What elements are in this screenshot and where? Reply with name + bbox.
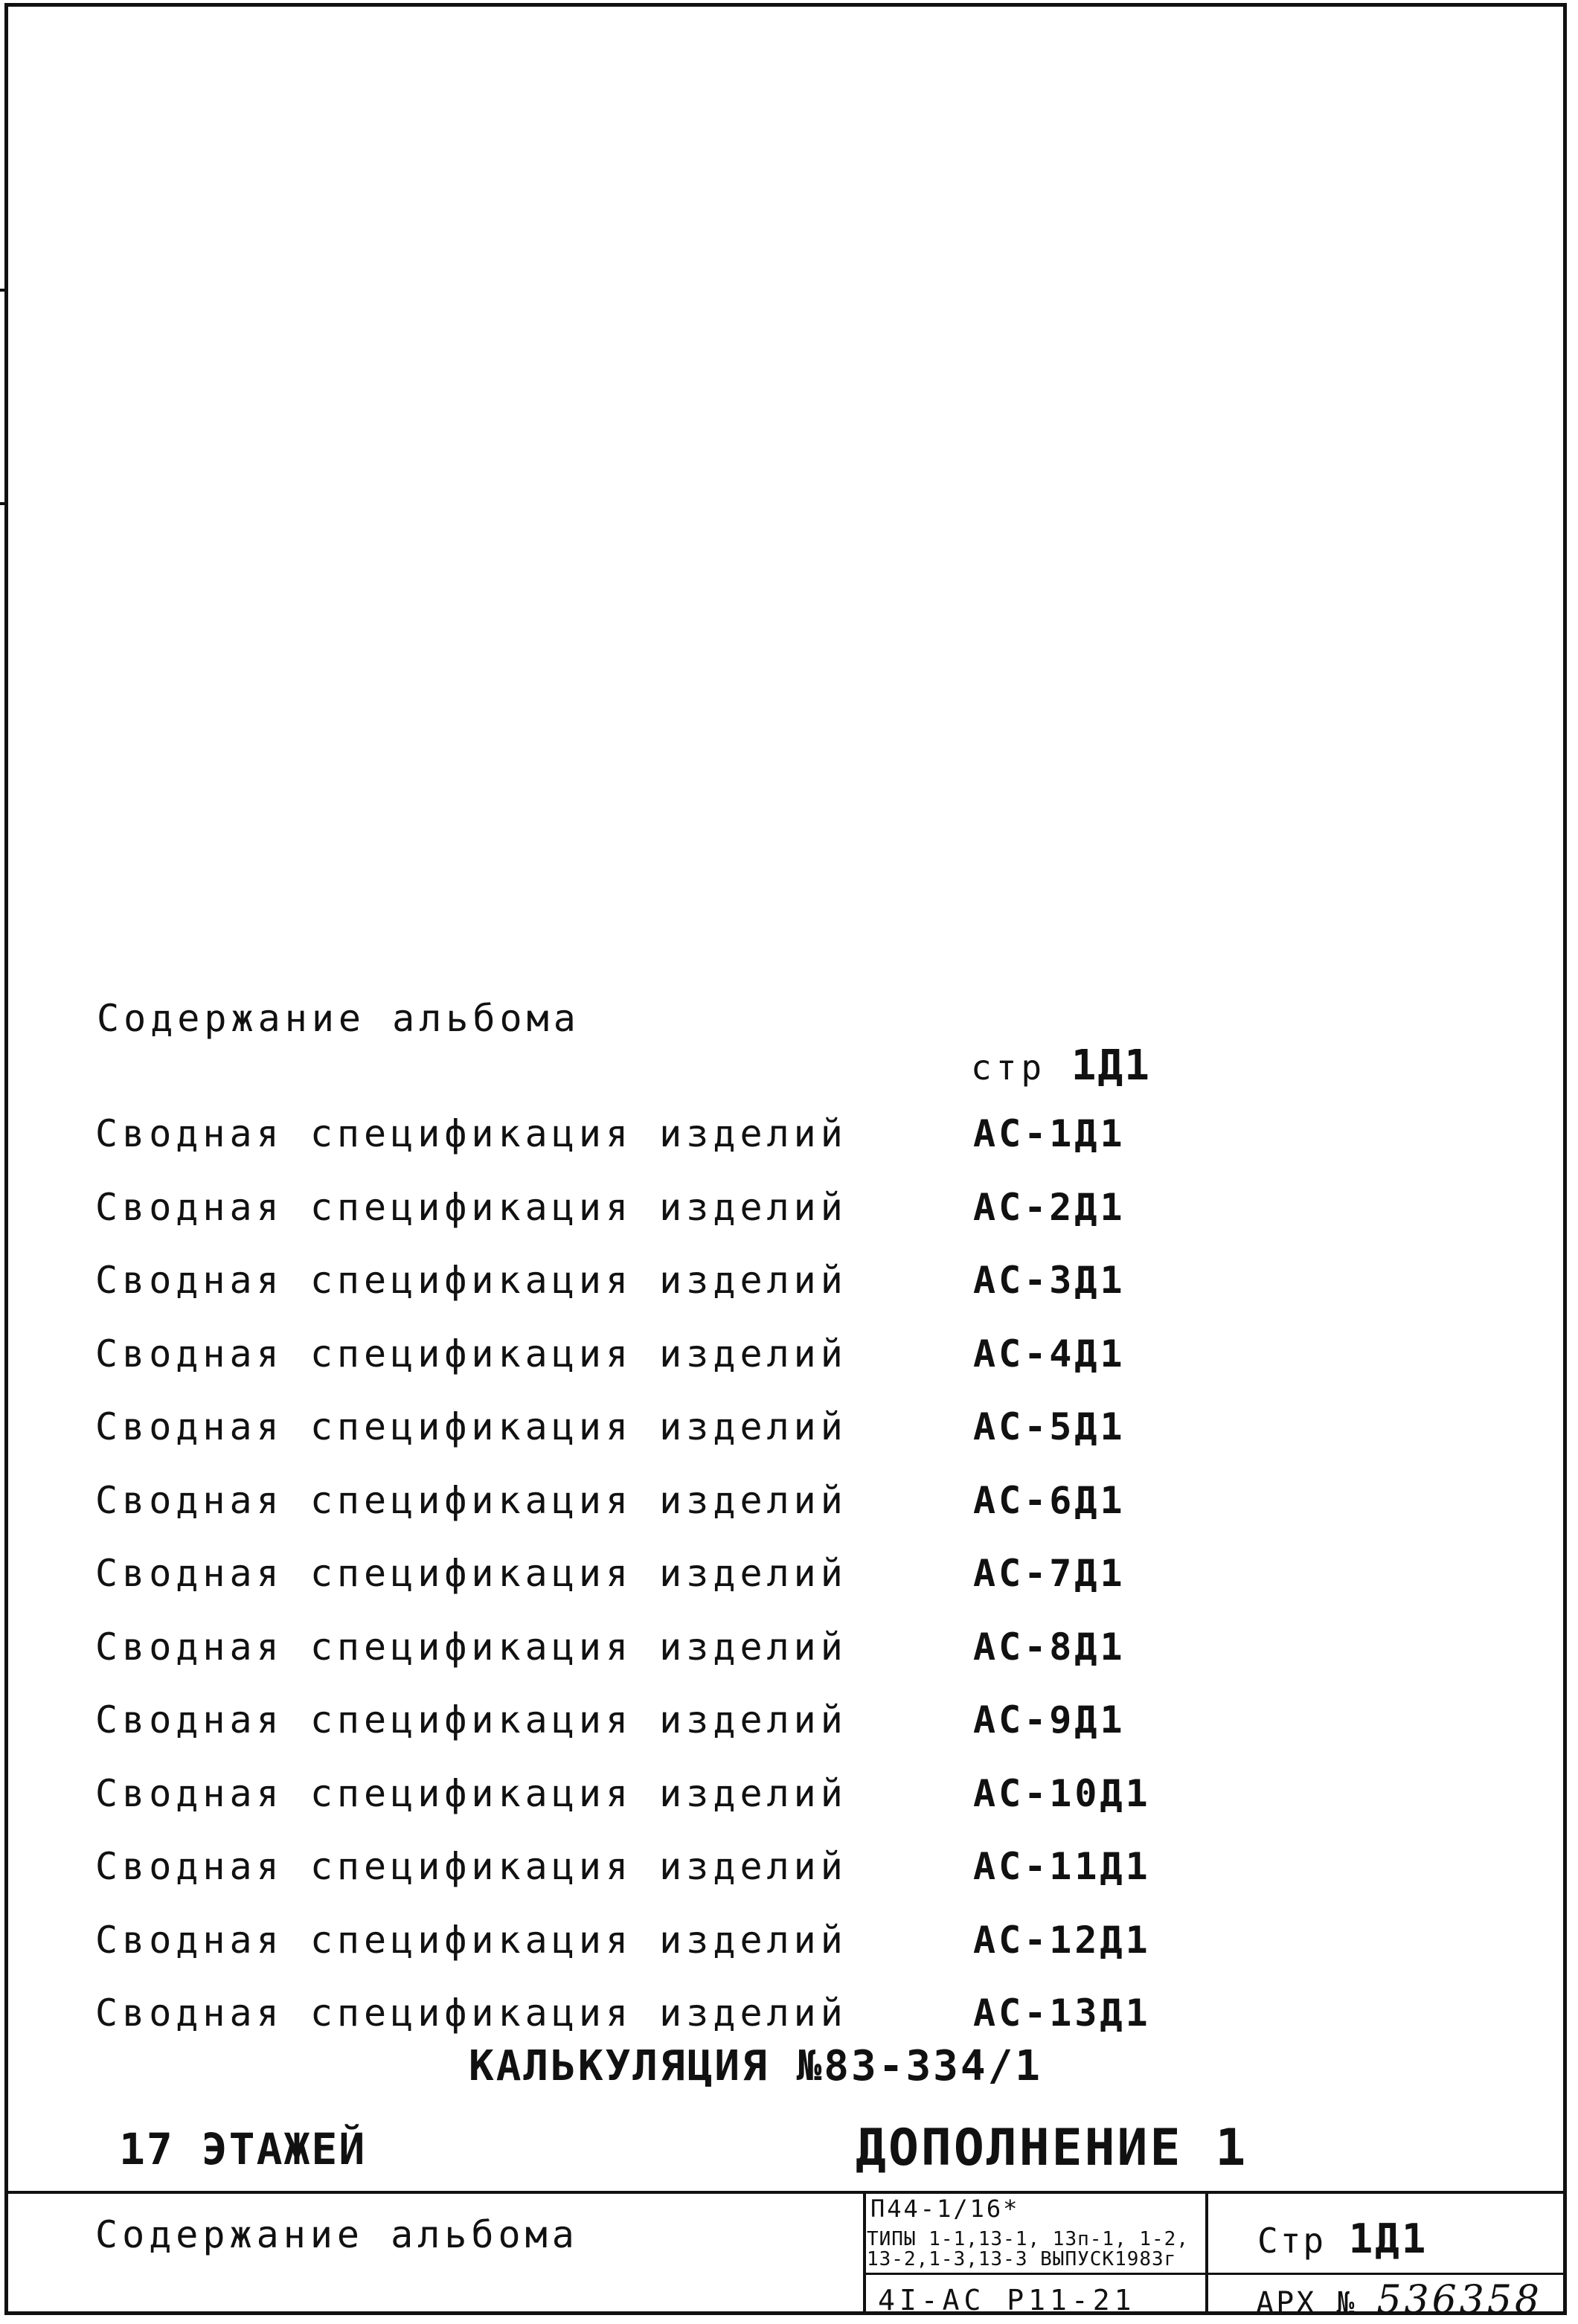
- contents-entry-code: АС-5Д1: [973, 1405, 1126, 1448]
- contents-entry-title: Сводная спецификация изделий: [95, 1772, 847, 1815]
- addendum-label: ДОПОЛНЕНИЕ 1: [856, 2119, 1248, 2177]
- page-label: стр: [971, 1047, 1047, 1088]
- contents-entry-code: АС-13Д1: [973, 1991, 1151, 2035]
- contents-entry-title: Сводная спецификация изделий: [95, 1186, 847, 1229]
- contents-entry-title: Сводная спецификация изделий: [95, 1479, 847, 1522]
- title-block-page-label: Стр: [1257, 2221, 1327, 2261]
- title-block-page-value: 1Д1: [1348, 2215, 1428, 2262]
- title-block-archive-label: АРХ №: [1256, 2286, 1357, 2320]
- contents-entry-code: АС-2Д1: [973, 1186, 1126, 1229]
- drawing-frame: [4, 3, 1567, 2315]
- title-block-divider: [863, 2191, 866, 2315]
- title-block-types-line2: 13-2,1-3,13-3 ВЫПУСК1983г: [867, 2248, 1177, 2270]
- contents-entry-code: АС-4Д1: [973, 1332, 1126, 1376]
- page-column-header: [971, 1041, 1151, 1090]
- contents-entry-title: Сводная спецификация изделий: [95, 1552, 847, 1595]
- contents-entry-title: Сводная спецификация изделий: [95, 1845, 847, 1888]
- contents-entry-code: АС-11Д1: [973, 1845, 1151, 1888]
- page-suffix: 1Д1: [1071, 1041, 1151, 1090]
- contents-entry-code: АС-10Д1: [973, 1772, 1151, 1815]
- contents-entry-code: АС-12Д1: [973, 1919, 1151, 1962]
- contents-heading: Содержание альбома: [97, 997, 580, 1040]
- contents-entry-title: Сводная спецификация изделий: [95, 1991, 847, 2035]
- title-block-divider: [1205, 2191, 1208, 2315]
- contents-entry-title: Сводная спецификация изделий: [95, 1259, 847, 1302]
- title-block-sheet-title: Содержание альбома: [95, 2213, 579, 2256]
- contents-entry-code: АС-3Д1: [973, 1259, 1126, 1302]
- contents-entry-code: АС-7Д1: [973, 1552, 1126, 1595]
- title-block-types-line1: ТИПЫ 1-1,13-1, 13п-1, 1-2,: [867, 2228, 1189, 2250]
- title-block-archive: [1256, 2278, 1542, 2323]
- contents-entry-title: Сводная спецификация изделий: [95, 1112, 847, 1155]
- title-block-row-line: [863, 2273, 1567, 2275]
- contents-entry-code: АС-8Д1: [973, 1625, 1126, 1669]
- floors-label: 17 ЭТАЖЕЙ: [119, 2124, 367, 2174]
- contents-entry-title: Сводная спецификация изделий: [95, 1625, 847, 1669]
- contents-entry-code: АС-1Д1: [973, 1112, 1126, 1155]
- margin-tick: [0, 502, 6, 505]
- title-block-archive-number: 536358: [1376, 2278, 1543, 2323]
- calculation-number: КАЛЬКУЛЯЦИЯ №83-334/1: [469, 2042, 1043, 2090]
- title-block-drawing-code: 4I-AC P11-21: [878, 2284, 1136, 2317]
- contents-entry-code: АС-9Д1: [973, 1698, 1126, 1742]
- contents-entry-title: Сводная спецификация изделий: [95, 1332, 847, 1376]
- contents-entry-code: АС-6Д1: [973, 1479, 1126, 1522]
- contents-entry-title: Сводная спецификация изделий: [95, 1698, 847, 1742]
- title-block-top-line: [4, 2191, 1567, 2194]
- title-block-series: П44-1/16*: [870, 2195, 1020, 2223]
- title-block-page: [1257, 2215, 1428, 2262]
- contents-entry-title: Сводная спецификация изделий: [95, 1405, 847, 1448]
- contents-entry-title: Сводная спецификация изделий: [95, 1919, 847, 1962]
- margin-tick: [0, 289, 6, 292]
